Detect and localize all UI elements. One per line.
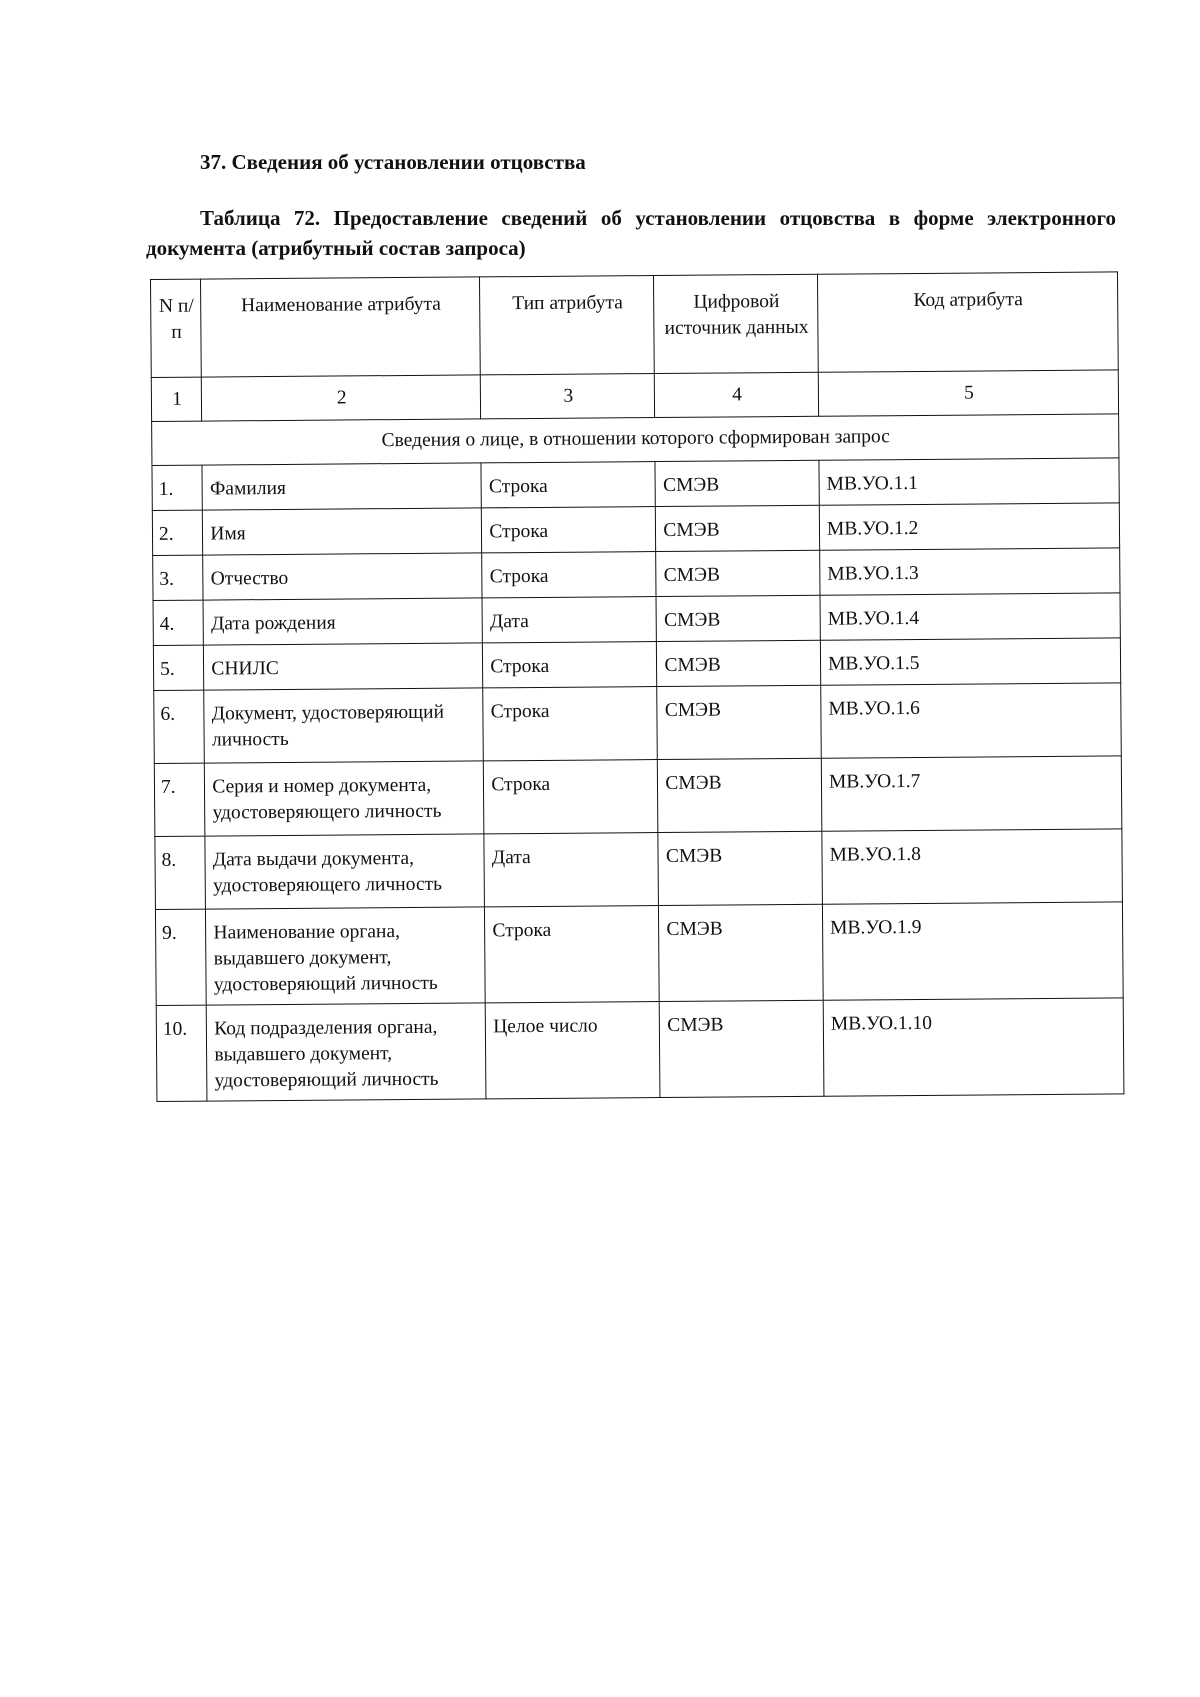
- cell-type: Целое число: [485, 1002, 660, 1099]
- cell-name: Наименование органа, выдавшего документ, удостоверяющий личность: [206, 907, 486, 1005]
- column-number: 5: [818, 370, 1118, 416]
- cell-type: Строка: [482, 552, 656, 598]
- header-n: N п/п: [151, 279, 202, 377]
- group-row: [152, 414, 1119, 466]
- cell-source: СМЭВ: [660, 1000, 824, 1097]
- cell-code: МВ.УО.1.7: [821, 756, 1122, 831]
- attributes-table: [150, 271, 1124, 1102]
- cell-code: МВ.УО.1.4: [820, 593, 1120, 640]
- cell-code: МВ.УО.1.1: [819, 458, 1119, 505]
- column-number: 4: [655, 372, 819, 417]
- section-title: 37. Сведения об установлении отцовства: [200, 150, 586, 174]
- cell-source: СМЭВ: [657, 685, 821, 759]
- cell-source: СМЭВ: [658, 831, 822, 905]
- cell-name: Дата рождения: [203, 598, 482, 645]
- table-header-row: [151, 272, 1119, 378]
- table-row: [153, 593, 1120, 646]
- table-row: [153, 548, 1120, 601]
- cell-type: Дата: [482, 597, 656, 643]
- table-row: [152, 458, 1119, 511]
- cell-code: МВ.УО.1.10: [823, 998, 1124, 1096]
- cell-code: МВ.УО.1.2: [819, 503, 1119, 550]
- cell-name: Документ, удостоверяющий личность: [204, 688, 484, 763]
- cell-name: Дата выдачи документа, удостоверяющего личность: [205, 834, 485, 909]
- cell-n: 3.: [153, 555, 204, 600]
- header-type: Тип атрибута: [480, 276, 655, 375]
- column-numbers-row: [151, 370, 1118, 422]
- cell-code: МВ.УО.1.6: [821, 683, 1122, 758]
- cell-n: 10.: [156, 1005, 207, 1101]
- cell-source: СМЭВ: [659, 904, 823, 1001]
- table-row: [154, 683, 1122, 764]
- cell-type: Строка: [481, 462, 655, 508]
- cell-n: 4.: [153, 600, 204, 645]
- table-caption: Таблица 72. Предоставление сведений об установлении отцовства в форме электронного документа (атрибутный состав запроса): [146, 206, 1116, 260]
- cell-source: СМЭВ: [658, 758, 822, 832]
- cell-name: Серия и номер документа, удостоверяющего личность: [205, 761, 485, 836]
- cell-type: Строка: [482, 507, 656, 553]
- cell-n: 8.: [155, 836, 206, 909]
- table-row: [155, 902, 1123, 1006]
- cell-source: СМЭВ: [657, 640, 821, 686]
- cell-n: 6.: [154, 690, 205, 763]
- cell-type: Строка: [483, 687, 658, 761]
- cell-type: Строка: [484, 760, 659, 834]
- cell-name: Фамилия: [202, 463, 481, 510]
- header-name: Наименование атрибута: [201, 277, 481, 377]
- cell-source: СМЭВ: [656, 595, 820, 641]
- cell-type: Строка: [483, 642, 657, 688]
- cell-code: МВ.УО.1.5: [820, 638, 1120, 685]
- header-code: Код атрибута: [817, 272, 1118, 372]
- cell-code: МВ.УО.1.9: [822, 902, 1123, 1000]
- cell-n: 5.: [153, 645, 204, 690]
- cell-name: Код подразделения органа, выдавшего документ, удостоверяющий личность: [207, 1003, 487, 1101]
- column-number: 2: [202, 375, 481, 421]
- cell-name: СНИЛС: [204, 643, 483, 690]
- cell-code: МВ.УО.1.3: [820, 548, 1120, 595]
- table-row: [152, 503, 1119, 556]
- cell-source: СМЭВ: [655, 460, 819, 506]
- cell-source: СМЭВ: [656, 505, 820, 551]
- table-row: [156, 998, 1124, 1102]
- cell-name: Отчество: [203, 553, 482, 600]
- table-row: [155, 829, 1123, 910]
- cell-name: Имя: [203, 508, 482, 555]
- cell-source: СМЭВ: [656, 550, 820, 596]
- header-source: Цифровой источник данных: [654, 274, 818, 373]
- cell-n: 2.: [152, 510, 203, 555]
- table-row: [153, 638, 1120, 691]
- table-row: [154, 756, 1122, 837]
- cell-n: 9.: [155, 909, 206, 1005]
- column-number: 3: [481, 374, 655, 419]
- cell-type: Дата: [484, 833, 659, 907]
- cell-code: МВ.УО.1.8: [822, 829, 1123, 904]
- cell-n: 7.: [154, 763, 205, 836]
- group-title: Сведения о лице, в отношении которого сформирован запрос: [152, 414, 1119, 466]
- column-number: 1: [151, 377, 202, 421]
- cell-n: 1.: [152, 465, 203, 510]
- cell-type: Строка: [485, 906, 660, 1003]
